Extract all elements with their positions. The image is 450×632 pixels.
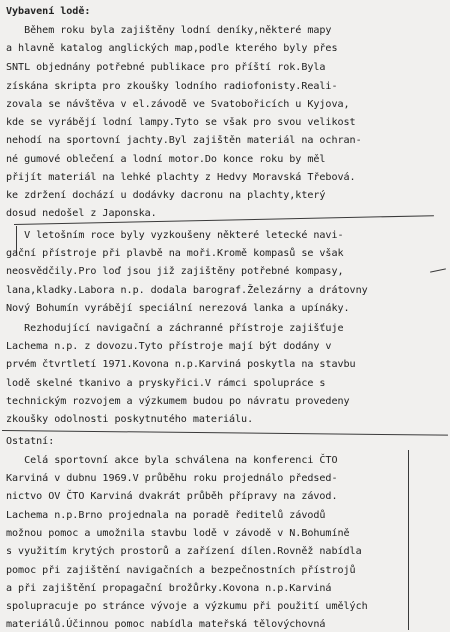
paragraph-line: Nový Bohumín vyrábějí speciální nerezová lanka a upínáky. xyxy=(6,303,350,314)
paragraph-line: s využitím krytých prostorů a zařízení dílen.Rovněž nabídla xyxy=(6,546,362,557)
paragraph-line: Karviná v dubnu 1969.V průběhu roku projednálo předsed- xyxy=(6,473,338,484)
paragraph-line: V letošním roce byly vyzkoušeny některé letecké navi- xyxy=(6,230,344,241)
paragraph-line: nehodí na sportovní jachty.Byl zajištěn materiál na ochran- xyxy=(6,135,362,146)
paragraph-line: kde se vyrábějí lodní lampy.Tyto se však pro svou velikost xyxy=(6,117,356,128)
pen-stroke xyxy=(2,430,448,436)
paragraph-line: dosud nedošel z Japonska. xyxy=(6,208,157,219)
paragraph-line: pomoc při zajištění navigačních a bezpečnostních přístrojů xyxy=(6,565,356,576)
paragraph-line: možnou pomoc a umožnila stavbu lodě v závodě v N.Bohumíně xyxy=(6,528,350,539)
paragraph-line: gační přístroje při plavbě na moři.Kromě kompasů se však xyxy=(6,248,344,259)
paragraph-line: Rezhodující navigační a záchranné přístroje zajišťuje xyxy=(6,323,344,334)
pen-stroke xyxy=(408,450,409,630)
paragraph-line: Celá sportovní akce byla schválena na konferenci ČTO xyxy=(6,455,338,466)
paragraph-line: ke zdržení dochází u dodávky dacronu na plachty,který xyxy=(6,190,326,201)
paragraph-line: materiálů.Účinnou pomoc nabídla mateřská tělovýchovná xyxy=(6,619,326,630)
paragraph-line: získána skripta pro zkoušky lodního radiofonisty.Reali- xyxy=(6,81,338,92)
paragraph-line: a při zajištění propagační brožůrky.Kovona n.p.Karviná xyxy=(6,583,332,594)
paragraph-line: prvém čtvrtletí 1971.Kovona n.p.Karviná poskytla na stavbu xyxy=(6,359,356,370)
paragraph-line: lodě skelné tkanivo a pryskyřici.V rámci spolupráce s xyxy=(6,378,326,389)
paragraph-line: neosvědčily.Pro loď jsou již zajištěny potřebné kompasy, xyxy=(6,266,344,277)
paragraph-line: Lachema n.p.Brno projednala na poradě ředitelů závodů xyxy=(6,510,326,521)
paragraph-line: nictvo OV ČTO Karviná dvakrát průběh přípravy na závod. xyxy=(6,491,338,502)
paragraph-line: SNTL objednány potřebné publikace pro příští rok.Byla xyxy=(6,62,326,73)
paragraph-line: Během roku byla zajištěny lodní deníky,některé mapy xyxy=(6,25,332,36)
pen-stroke xyxy=(430,268,446,272)
paragraph-line: lana,kladky.Labora n.p. dodala barograf.Železárny a drátovny xyxy=(6,285,368,296)
paragraph-line: Lachema n.p. z dovozu.Tyto přístroje mají být dodány v xyxy=(6,341,332,352)
section-heading: Ostatní: xyxy=(6,436,55,447)
paragraph-line: spolupracuje po stránce vývoje a výzkumu při použití umělých xyxy=(6,601,368,612)
paragraph-line: přijít materiál na lehké plachty z Hedvy Moravská Třebová. xyxy=(6,172,356,183)
paragraph-line: zovala se návštěva v el.závodě ve Svatobořicích u Kyjova, xyxy=(6,99,350,110)
paragraph-line: né gumové oblečení a lodní motor.Do konce roku by měl xyxy=(6,154,326,165)
paragraph-line: zkoušky odolnosti poskytnutého materiálu. xyxy=(6,414,254,425)
paragraph-line: technickým rozvojem a výzkumem budou po návratu provedeny xyxy=(6,396,350,407)
section-heading: Vybavení lodě: xyxy=(6,6,91,17)
paragraph-line: a hlavně katalog anglických map,podle kterého byly přes xyxy=(6,43,338,54)
